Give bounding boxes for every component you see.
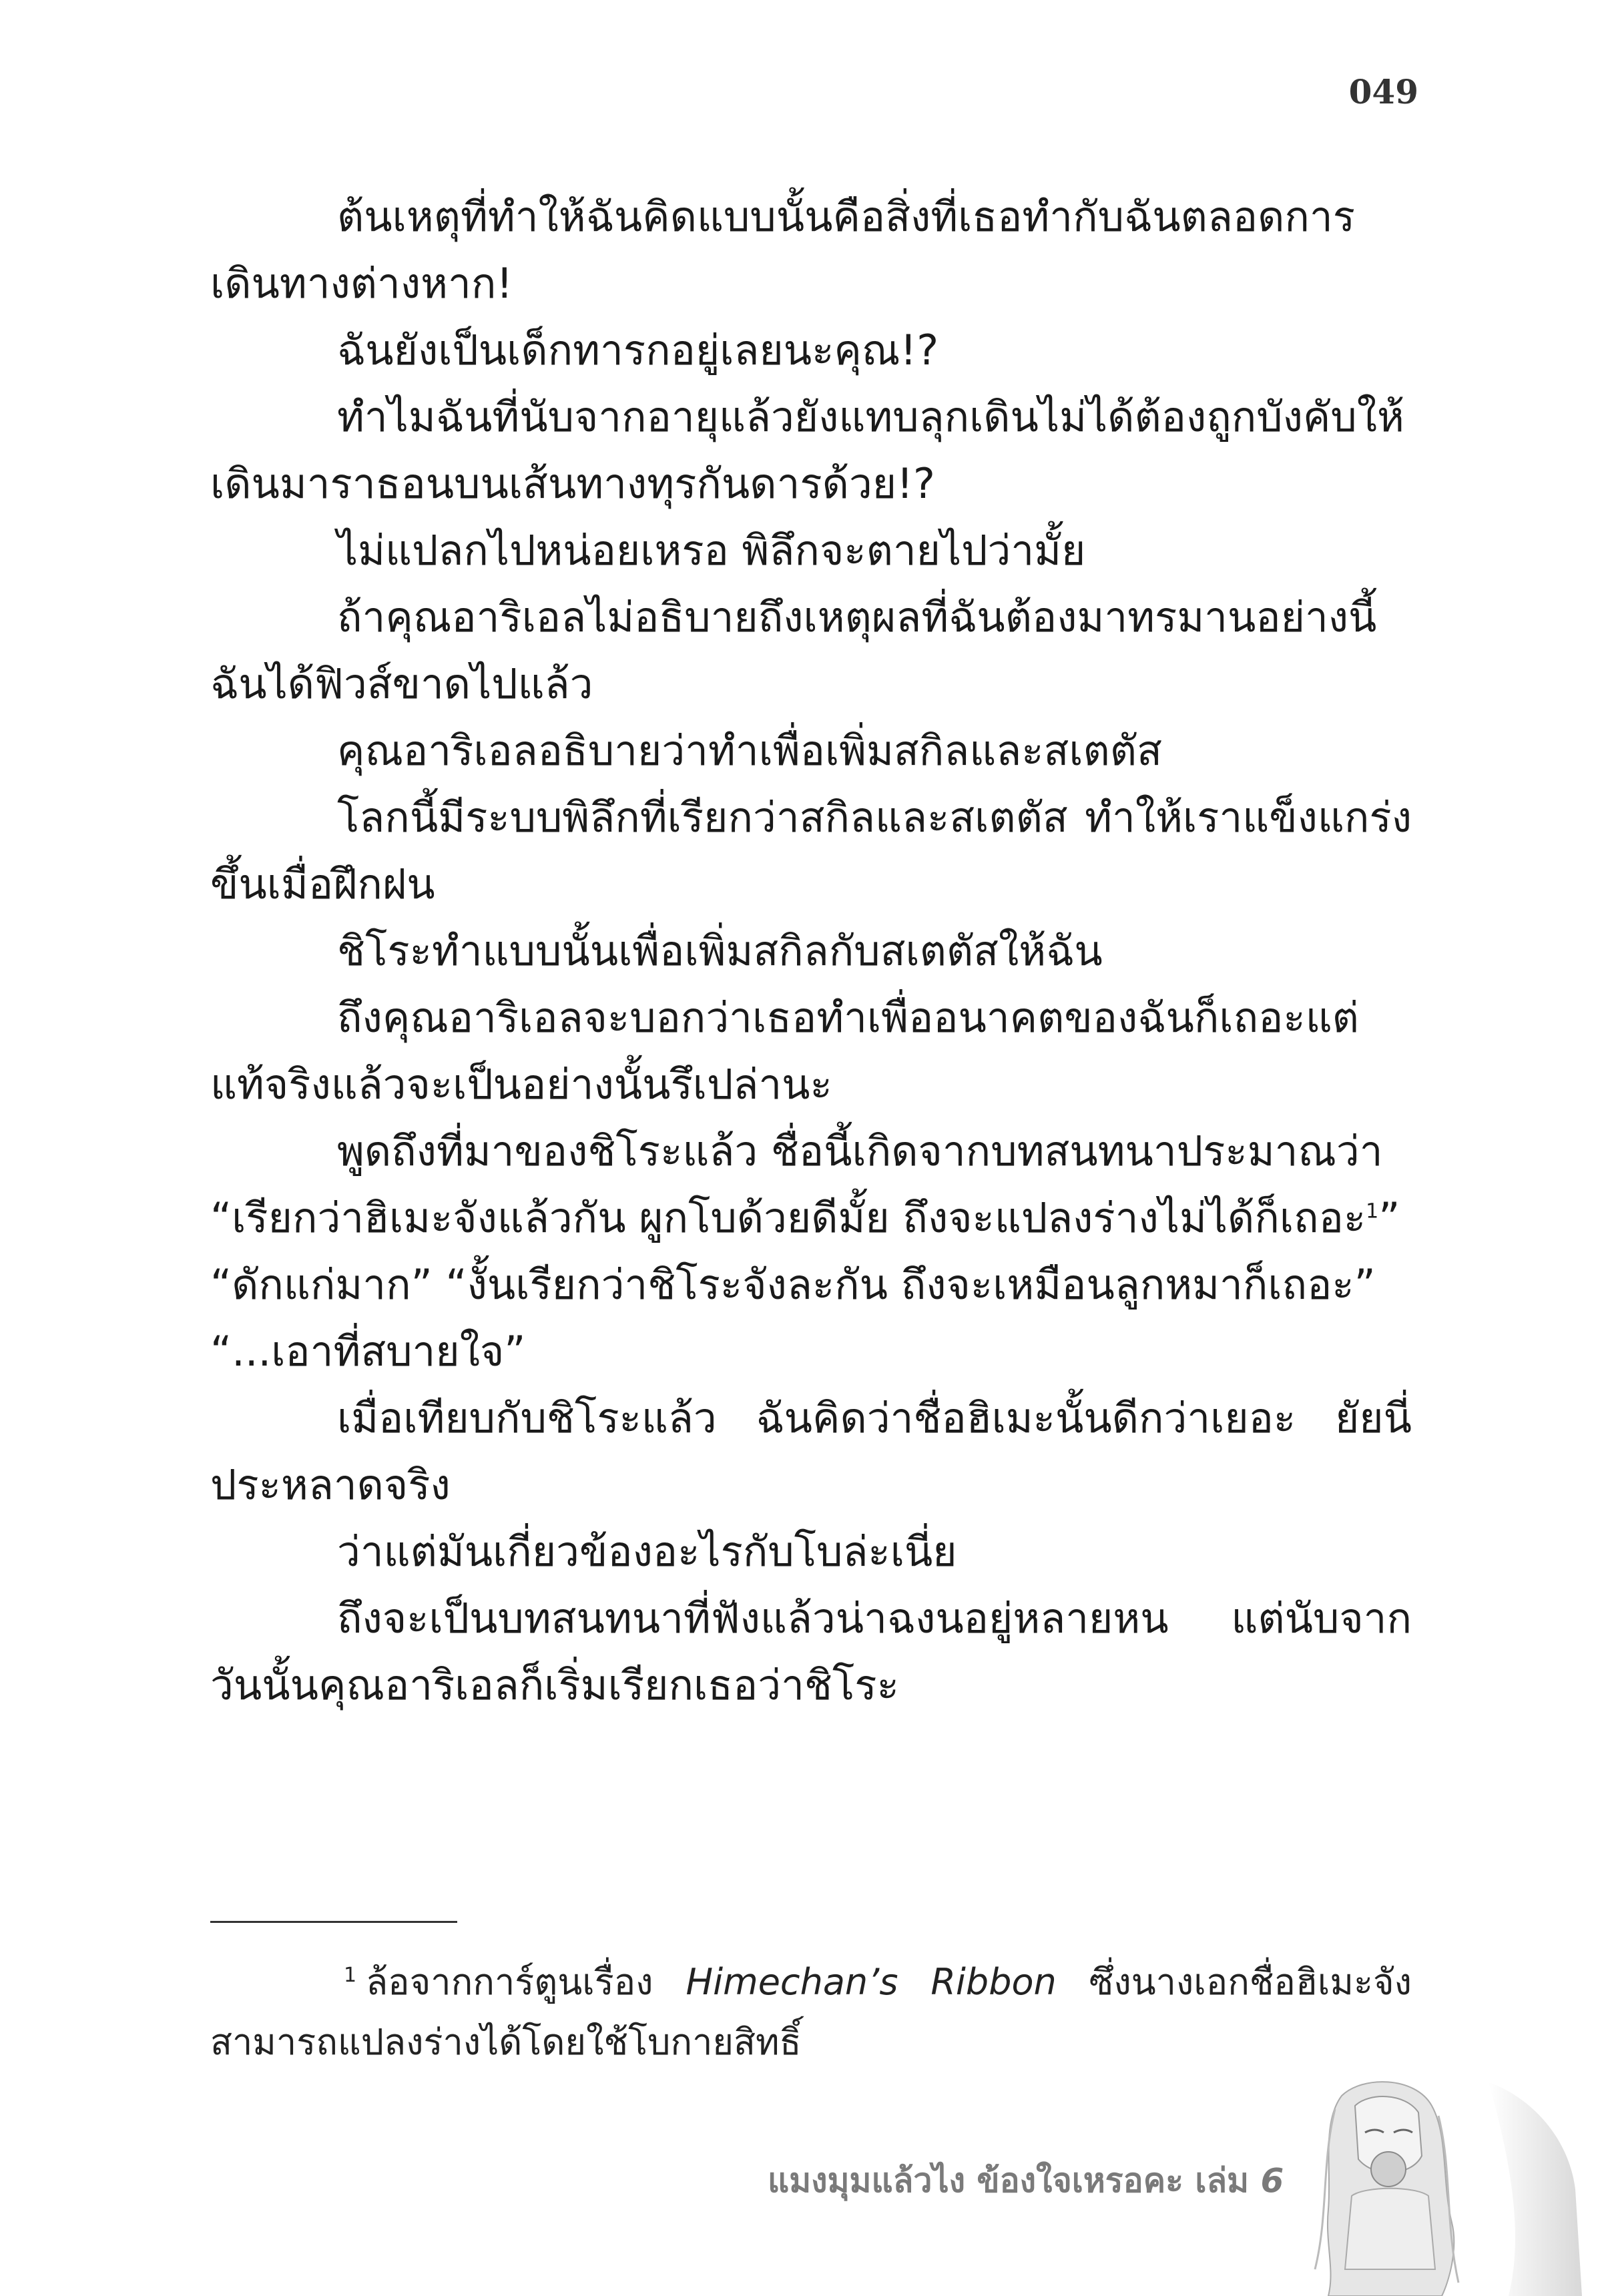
paragraph: ถ้าคุณอาริเอลไม่อธิบายถึงเหตุผลที่ฉันต้องมาทรมานอย่างนี้ฉันได้ฟิวส์ขาดไปแล้ว <box>210 593 1377 708</box>
paragraph: ฉันยังเป็นเด็กทารกอยู่เลยนะคุณ!? <box>337 326 939 374</box>
footnote-reference[interactable]: 1 <box>1366 1199 1379 1223</box>
paragraph: ทำไมฉันที่นับจากอายุแล้วยังแทบลุกเดินไม่ได้ต้องถูกบังคับให้เดินมาราธอนบนเส้นทางทุรกันดารด้วย!? <box>210 392 1404 508</box>
page-number: 049 <box>1348 72 1418 111</box>
paragraph: ถึงคุณอาริเอลจะบอกว่าเธอทำเพื่ออนาคตของฉันก็เถอะแต่แท้จริงแล้วจะเป็นอย่างนั้นรึเปล่านะ <box>210 993 1359 1109</box>
quote-line: “...เอาที่สบายใจ” <box>210 1327 526 1376</box>
paragraph: ว่าแต่มันเกี่ยวข้องอะไรกับโบล่ะเนี่ย <box>337 1527 957 1576</box>
paragraph: เมื่อเทียบกับชิโระแล้ว ฉันคิดว่าชื่อฮิเมะนั้นดีกว่าเยอะ ยัยนี่ประหลาดจริง <box>210 1394 1412 1509</box>
paragraph: พูดถึงที่มาของชิโระแล้ว ชื่อนี้เกิดจากบทสนทนาประมาณว่า <box>337 1127 1383 1175</box>
footnote-divider <box>210 1921 457 1923</box>
volume-number: 6 <box>1260 2161 1284 2200</box>
paragraph: ต้นเหตุที่ทำให้ฉันคิดแบบนั้นคือสิ่งที่เธอทำกับฉันตลอดการเดินทางต่างหาก! <box>210 192 1356 308</box>
quote-text: “เรียกว่าฮิเมะจังแล้วกัน ผูกโบด้วยดีมั้ย ถึงจะแปลงร่างไม่ได้ก็เถอะ <box>210 1193 1366 1242</box>
paragraph: ชิโระทำแบบนั้นเพื่อเพิ่มสกิลกับสเตตัสให้ฉัน <box>337 926 1103 975</box>
footnote <box>210 1952 1412 2072</box>
quote-line <box>210 1185 1412 1251</box>
quote-line: “ดักแก่มาก” “งั้นเรียกว่าชิโระจังละกัน ถึงจะเหมือนลูกหมาก็เถอะ” <box>210 1260 1376 1309</box>
body-text <box>210 184 1412 1719</box>
running-footer <box>768 2155 1284 2207</box>
footnote-text-after: ซึ่งนางเอกชื่อฮิเมะจังสามารถแปลงร่างได้โดยใช้โบกายสิทธิ์ <box>210 1961 1412 2063</box>
footnote-number: 1 <box>344 1964 357 1987</box>
paragraph: โลกนี้มีระบบพิลึกที่เรียกว่าสกิลและสเตตัส ทำให้เราแข็งแกร่งขึ้นเมื่อฝึกฝน <box>210 793 1412 908</box>
girl-illustration-icon <box>1288 2069 1582 2296</box>
paragraph: ถึงจะเป็นบทสนทนาที่ฟังแล้วน่าฉงนอยู่หลายหน แต่นับจากวันนั้นคุณอาริเอลก็เริ่มเรียกเธอว่าชิโระ <box>210 1594 1412 1709</box>
footnote-title: Himechan’s Ribbon <box>686 1961 1057 2003</box>
footnote-text-before: ล้อจากการ์ตูนเรื่อง <box>366 1961 686 2003</box>
paragraph: คุณอาริเอลอธิบายว่าทำเพื่อเพิ่มสกิลและสเตตัส <box>337 726 1162 775</box>
paragraph: ไม่แปลกไปหน่อยเหรอ พิลึกจะตายไปว่ามั้ย <box>337 526 1086 575</box>
book-title: แมงมุมแล้วไง ข้องใจเหรอคะ เล่ม <box>768 2161 1250 2200</box>
quote-close: ” <box>1378 1193 1400 1242</box>
